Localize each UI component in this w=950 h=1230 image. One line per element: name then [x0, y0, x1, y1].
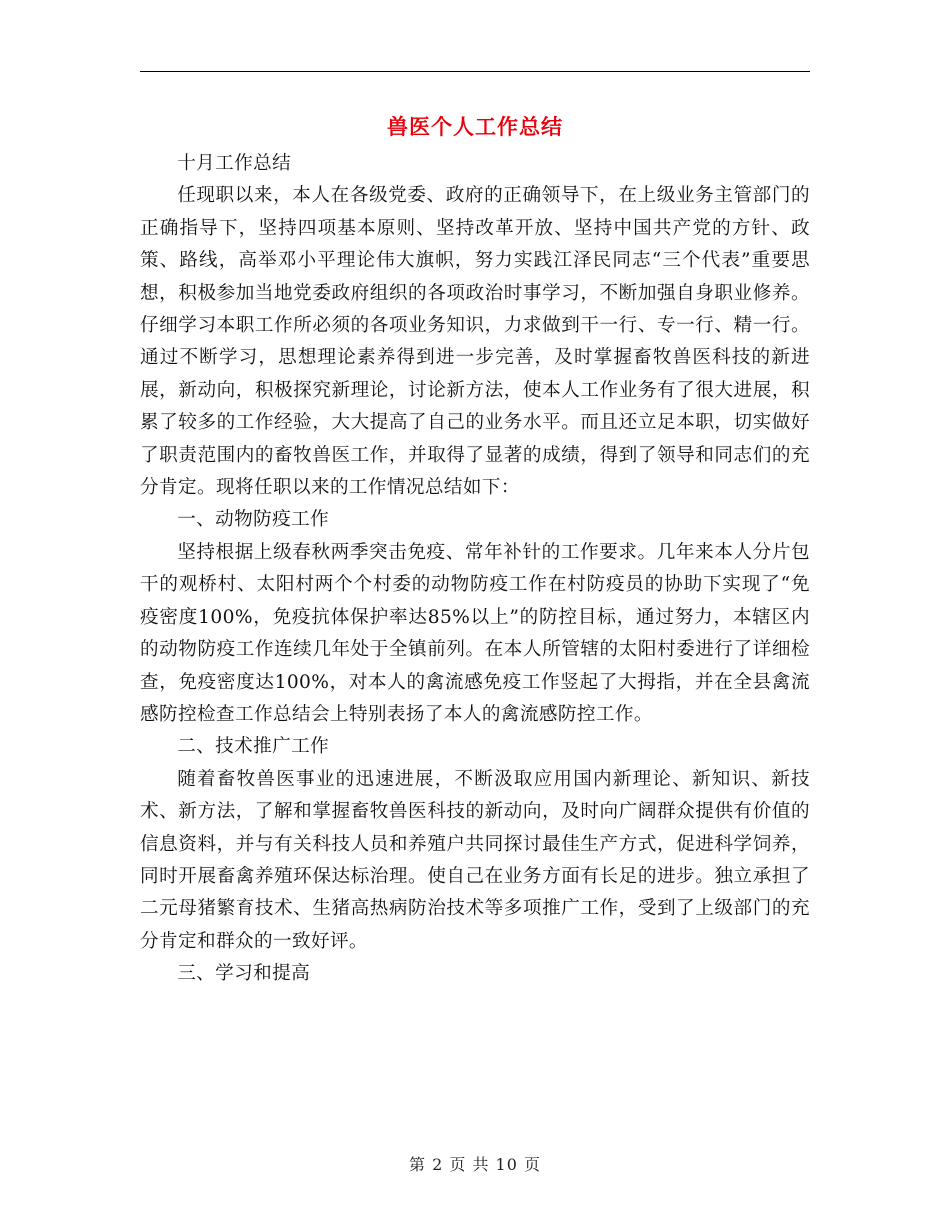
document-body	[140, 148, 810, 991]
page-number: 第 2 页 共 10 页	[409, 1155, 541, 1174]
header-rule	[140, 71, 810, 72]
document-title: 兽医个人工作总结	[387, 114, 563, 139]
section-heading-study: 三、学习和提高	[177, 963, 311, 985]
section-heading-tech: 二、技术推广工作	[177, 736, 330, 758]
paragraph-intro: 任现职以来，本人在各级党委、政府的正确领导下，在上级业务主管部门的正确指导下，坚持四项基本原则、坚持改革开放、坚持中国共产党的方针、政策、路线，高举邓小平理论伟大旗帜，努力实践江泽民同志“三个代表”重要思想，积极参加当地党委政府组织的各项政治时事学习，不断加强自身职业修养。仔细学习本职工作所必须的各项业务知识，力求做到干一行、专一行、精一行。通过不断学习，思想理论素养得到进一步完善，及时掌握畜牧兽医科技的新进展，新动向，积极探究新理论，讨论新方法，使本人工作业务有了很大进展，积累了较多的工作经验，大大提高了自己的业务水平。而且还立足本职，切实做好了职责范围内的畜牧兽医工作，并取得了显著的成绩，得到了领导和同志们的充分肯定。现将任职以来的工作情况总结如下：	[140, 185, 810, 499]
paragraph-tech: 随着畜牧兽医事业的迅速进展，不断汲取应用国内新理论、新知识、新技术、新方法，了解和掌握畜牧兽医科技的新动向，及时向广阔群众提供有价值的信息资料，并与有关科技人员和养殖户共同探讨最佳生产方式，促进科学饲养，同时开展畜禽养殖环保达标治理。使自己在业务方面有长足的进步。独立承担了二元母猪繁育技术、生猪高热病防治技术等多项推广工作，受到了上级部门的充分肯定和群众的一致好评。	[140, 768, 810, 952]
section-heading-month: 十月工作总结	[177, 153, 292, 174]
section-heading-epidemic: 一、动物防疫工作	[177, 509, 330, 531]
paragraph-epidemic: 坚持根据上级春秋两季突击免疫、常年补针的工作要求。几年来本人分片包干的观桥村、太阳村两个个村委的动物防疫工作在村防疫员的协助下实现了“免疫密度100%，免疫抗体保护率达85%以上”的防控目标，通过努力，本辖区内的动物防疫工作连续几年处于全镇前列。在本人所管辖的太阳村委进行了详细检查，免疫密度达100%，对本人的禽流感免疫工作竖起了大拇指，并在全县禽流感防控检查工作总结会上特别表扬了本人的禽流感防控工作。	[140, 541, 810, 725]
